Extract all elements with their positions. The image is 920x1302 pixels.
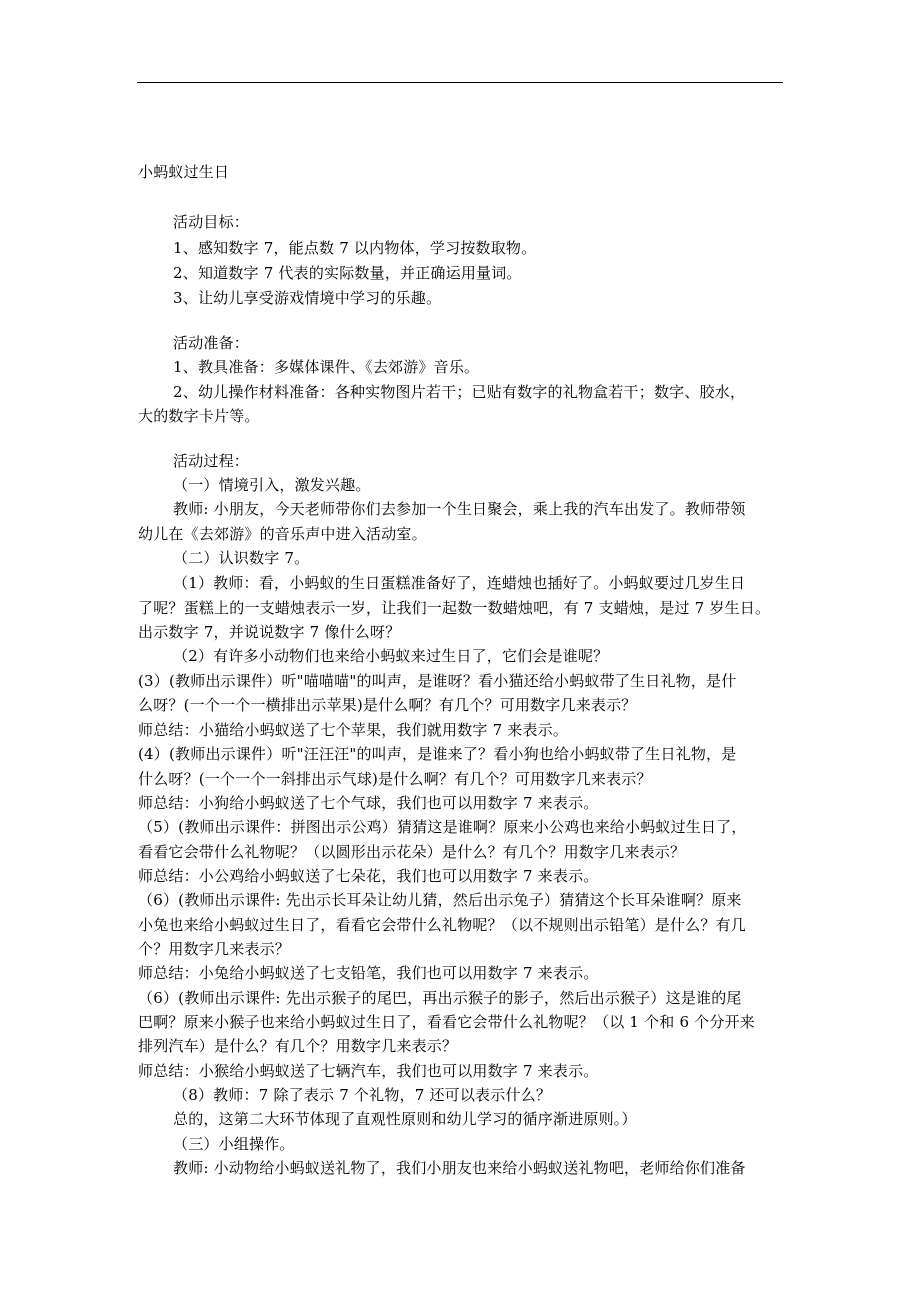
paragraph-line: 幼儿在《去郊游》的音乐声中进入活动室。 bbox=[138, 525, 427, 543]
paragraph-line: （三）小组操作。 bbox=[173, 1135, 295, 1153]
paragraph-line: 总的，这第二大环节体现了直观性原则和幼儿学习的循序渐进原则。） bbox=[173, 1110, 637, 1128]
paragraph-line: （5）(教师出示课件：拼图出示公鸡）猜猜这是谁啊？原来小公鸡也来给小蚂蚁过生日了， bbox=[138, 818, 747, 836]
paragraph-line: 2、幼儿操作材料准备：各种实物图片若干；已贴有数字的礼物盒若干；数字、胶水， bbox=[173, 383, 746, 401]
section-heading-preparation: 活动准备： bbox=[173, 334, 250, 352]
paragraph-line: (3）(教师出示课件）听"喵喵喵"的叫声，是谁呀？看小猫还给小蚂蚁带了生日礼物，是什 bbox=[138, 672, 737, 690]
paragraph-line: (4）(教师出示课件）听"汪汪汪"的叫声，是谁来了？看小狗也给小蚂蚁带了生日礼物，是 bbox=[138, 745, 737, 763]
document-title: 小蚂蚁过生日 bbox=[138, 163, 230, 181]
paragraph-line: 么呀？(一个一个一横排出示苹果)是什么啊？有几个？可用数字几来表示？ bbox=[138, 696, 637, 714]
paragraph-line: 3、让幼儿享受游戏情境中学习的乐趣。 bbox=[173, 289, 442, 307]
paragraph-line: 了呢？蛋糕上的一支蜡烛表示一岁，让我们一起数一数蜡烛吧，有 7 支蜡烛，是过 7 岁生日。 bbox=[138, 599, 771, 617]
paragraph-line: （6）(教师出示课件: 先出示猴子的尾巴，再出示猴子的影子，然后出示猴子）这是谁的尾 bbox=[138, 989, 742, 1007]
paragraph-line: （6）(教师出示课件: 先出示长耳朵让幼儿猜，然后出示兔子）猜猜这个长耳朵谁啊？原来 bbox=[138, 891, 742, 909]
paragraph-line: 师总结：小兔给小蚂蚁送了七支铅笔，我们也可以用数字 7 来表示。 bbox=[138, 964, 599, 982]
paragraph-line: 1、教具准备：多媒体课件、《去郊游》音乐。 bbox=[173, 358, 480, 376]
paragraph-line: 师总结：小公鸡给小蚂蚁送了七朵花，我们也可以用数字 7 来表示。 bbox=[138, 867, 599, 885]
paragraph-line: 师总结：小猫给小蚂蚁送了七个苹果，我们就用数字 7 来表示。 bbox=[138, 721, 569, 739]
paragraph-line: （1）教师：看，小蚂蚁的生日蛋糕准备好了，连蜡烛也插好了。小蚂蚁要过几岁生日 bbox=[173, 574, 746, 592]
paragraph-line: 教师: 小动物给小蚂蚁送礼物了，我们小朋友也来给小蚂蚁送礼物吧，老师给你们准备 bbox=[173, 1159, 746, 1177]
paragraph-line: 巴啊？原来小猴子也来给小蚂蚁过生日了，看看它会带什么礼物呢？（以 1 个和 6 个分开来 bbox=[138, 1013, 755, 1031]
section-heading-goals: 活动目标： bbox=[173, 213, 250, 231]
paragraph-line: 什么呀？(一个一个一斜排出示气球)是什么啊？有几个？可用数字几来表示？ bbox=[138, 770, 652, 788]
header-rule bbox=[137, 82, 783, 83]
paragraph-line: 排列汽车）是什么？有几个？用数字几来表示？ bbox=[138, 1037, 458, 1055]
paragraph-line: （2）有许多小动物们也来给小蚂蚁来过生日了，它们会是谁呢？ bbox=[173, 647, 609, 665]
section-heading-process: 活动过程： bbox=[173, 452, 250, 470]
paragraph-line: 1、感知数字 7，能点数 7 以内物体，学习按数取物。 bbox=[173, 239, 537, 257]
paragraph-line: 大的数字卡片等。 bbox=[138, 407, 260, 425]
paragraph-line: （一）情境引入，激发兴趣。 bbox=[173, 476, 371, 494]
paragraph-line: 2、知道数字 7 代表的实际数量，并正确运用量词。 bbox=[173, 264, 522, 282]
paragraph-line: （8）教师：7 除了表示 7 个礼物，7 还可以表示什么？ bbox=[173, 1086, 552, 1104]
paragraph-line: 出示数字 7，并说说数字 7 像什么呀？ bbox=[138, 623, 401, 641]
paragraph-line: （二）认识数字 7。 bbox=[173, 549, 310, 567]
paragraph-line: 师总结：小猴给小蚂蚁送了七辆汽车，我们也可以用数字 7 来表示。 bbox=[138, 1062, 599, 1080]
paragraph-line: 个？用数字几来表示？ bbox=[138, 940, 291, 958]
paragraph-line: 看看它会带什么礼物呢？（以圆形出示花朵）是什么？有几个？用数字几来表示？ bbox=[138, 843, 686, 861]
paragraph-line: 教师: 小朋友，今天老师带你们去参加一个生日聚会，乘上我的汽车出发了。教师带领 bbox=[173, 500, 746, 518]
paragraph-line: 师总结：小狗给小蚂蚁送了七个气球，我们也可以用数字 7 来表示。 bbox=[138, 794, 599, 812]
paragraph-line: 小兔也来给小蚂蚁过生日了，看看它会带什么礼物呢？（以不规则出示铅笔）是什么？有几 bbox=[138, 916, 747, 934]
